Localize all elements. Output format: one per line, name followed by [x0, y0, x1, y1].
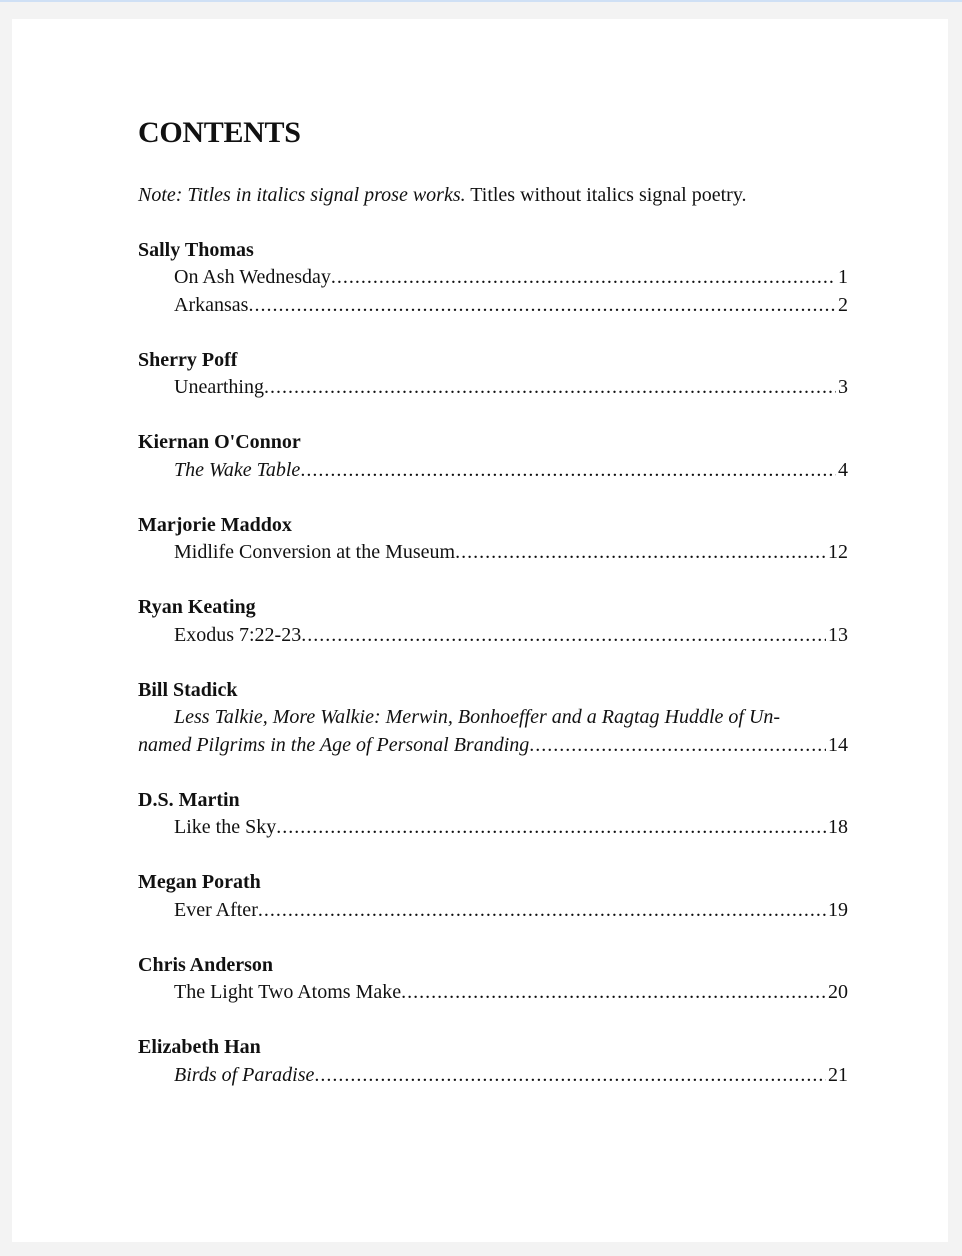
author-group [138, 237, 848, 320]
toc-entry[interactable] [138, 814, 848, 842]
dot-leader [331, 264, 836, 292]
note-italic: Note: Titles in italics signal prose works. [138, 184, 466, 206]
author-group [138, 787, 848, 842]
author-group [138, 1034, 848, 1089]
author-group [138, 952, 848, 1007]
entry-title: On Ash Wednesday [174, 266, 331, 288]
toc-entry[interactable] [138, 979, 848, 1007]
author-name: Bill Stadick [138, 678, 238, 701]
author-name: Chris Anderson [138, 953, 274, 976]
entry-title: The Wake Table [174, 458, 301, 481]
author-name: Marjorie Maddox [138, 513, 292, 536]
entry-title-line[interactable]: Less Talkie, More Walkie: Merwin, Bonhoeffer and a Ragtag Huddle of Un- [174, 706, 781, 728]
page-number: 4 [838, 458, 848, 481]
entry-title: Unearthing [174, 376, 264, 398]
page-number: 21 [828, 1063, 848, 1086]
page-number: 13 [828, 623, 848, 646]
document-page [12, 19, 948, 1242]
note-plain: Titles without italics signal poetry. [465, 184, 747, 206]
entry-title: named Pilgrims in the Age of Personal Branding [138, 733, 530, 756]
toc-entry[interactable] [138, 1062, 848, 1090]
dot-leader [276, 814, 826, 842]
toc-entry[interactable] [138, 539, 848, 567]
entry-title: Like the Sky [174, 816, 277, 838]
entry-title: Birds of Paradise [174, 1063, 315, 1086]
author-name: Sherry Poff [138, 348, 238, 371]
page-number: 20 [828, 981, 848, 1003]
entry-title: Arkansas [174, 293, 249, 316]
contents-note [138, 181, 848, 209]
dot-leader [300, 457, 836, 485]
page-number: 12 [828, 541, 848, 563]
dot-leader [258, 897, 826, 925]
author-name: Ryan Keating [138, 596, 256, 618]
dot-leader [455, 539, 826, 567]
entry-title: The Light Two Atoms Make [174, 981, 402, 1003]
toc-entry[interactable] [138, 732, 848, 760]
page-number: 1 [838, 266, 848, 288]
dot-leader [301, 622, 826, 650]
toc-entry[interactable] [138, 457, 848, 485]
entry-title: Midlife Conversion at the Museum [174, 541, 456, 563]
entry-title: Exodus 7:22-23 [174, 623, 302, 646]
page-number: 18 [828, 816, 848, 838]
author-name: Sally Thomas [138, 238, 254, 261]
dot-leader [264, 374, 836, 402]
toc-entry[interactable] [138, 622, 848, 650]
author-group [138, 594, 848, 649]
author-group [138, 512, 848, 567]
toc-entry[interactable] [138, 264, 848, 292]
toc-entry[interactable] [138, 292, 848, 320]
page-number: 14 [828, 733, 848, 756]
author-name: Elizabeth Han [138, 1036, 261, 1058]
page-number: 19 [828, 898, 848, 921]
author-name: Megan Porath [138, 871, 261, 893]
entry-title: Ever After [174, 898, 258, 921]
dot-leader [401, 979, 826, 1007]
author-group [138, 677, 848, 760]
page-title: CONTENTS [138, 116, 301, 149]
page-number: 2 [838, 293, 848, 316]
author-name: Kiernan O'Connor [138, 431, 301, 453]
dot-leader [248, 292, 836, 320]
author-name: D.S. Martin [138, 788, 240, 811]
toc-entry[interactable] [138, 374, 848, 402]
page-number: 3 [838, 376, 848, 398]
author-group [138, 347, 848, 402]
dot-leader [529, 732, 826, 760]
author-group [138, 869, 848, 924]
author-group [138, 429, 848, 484]
toc-entry[interactable] [138, 897, 848, 925]
dot-leader [314, 1062, 826, 1090]
table-of-contents [138, 113, 848, 1089]
